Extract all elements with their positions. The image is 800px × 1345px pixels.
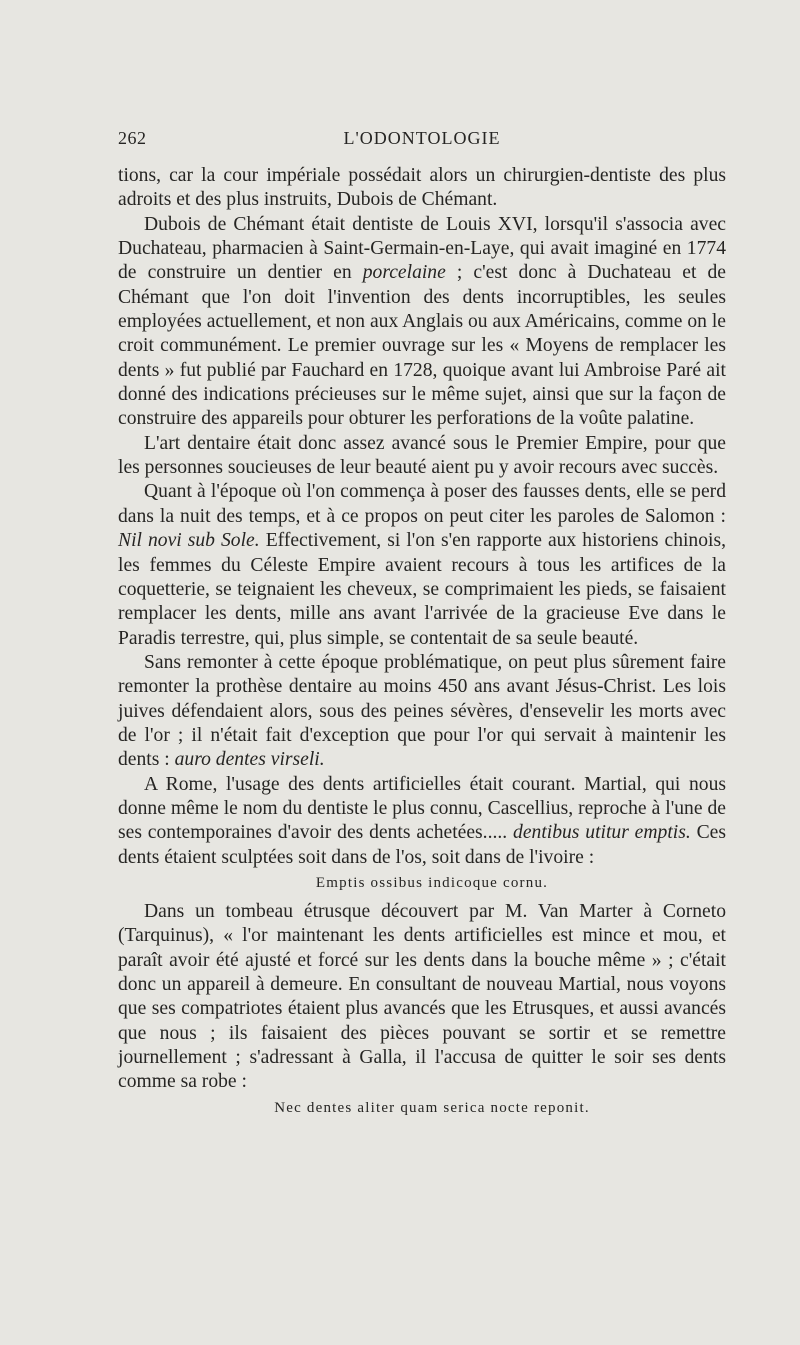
latin-quote-2: Nec dentes aliter quam serica nocte reponit. xyxy=(274,1099,590,1116)
paragraph-5-text-a: Sans remonter à cette époque problématique, on peut plus sûrement faire remonter la prothèse dentaire au moins 450 ans avant Jésus-Christ. Les lois juives défendaient alors, sous des peines sévères, d'ensevelir les morts avec de l'or ; il n'était fait d'exception que pour l'or qui servait à maintenir les dents : xyxy=(118,651,726,771)
paragraph-6 xyxy=(118,773,726,870)
paragraph-2 xyxy=(118,213,726,432)
paragraph-3-text: L'art dentaire était donc assez avancé sous le Premier Empire, pour que les personnes soucieuses de leur beauté aient pu y avoir recours avec succès. xyxy=(118,432,726,479)
page-number: 262 xyxy=(118,128,147,148)
paragraph-5 xyxy=(118,651,726,773)
paragraph-2-text-b: ; c'est donc à Duchateau et de Chémant que l'on doit l'invention des dents incorruptibles, les seules employées actuellement, et non aux Anglais ou aux Américains, comme on le croit communément. Le premier ouvrage sur les « Moyens de remplacer les dents » fut publié par Fauchard en 1728, quoique avant lui Ambroise Paré ait donné des indications précieuses sur le même sujet, ainsi que sur la façon de construire des appareils pour obturer les perforations de la voûte palatine. xyxy=(118,262,726,430)
paragraph-6-text-b: Ces dents étaient sculptées soit dans de l'os, soit dans de l'ivoire : xyxy=(118,822,726,868)
page-header xyxy=(118,128,726,158)
paragraph-1-text: tions, car la cour impériale possédait alors un chirurgien-dentiste des plus adroits et des plus instruits, Dubois de Chémant. xyxy=(118,165,726,211)
paragraph-4-text-b: Effectivement, si l'on s'en rapporte aux historiens chinois, les femmes du Céleste Empire avaient recours à tous les artifices de la coquetterie, se teignaient les cheveux, se comprimaient les pieds, se faisaient remplacer les dents, mille ans avant l'arrivée de la gracieuse Eve dans le Paradis terrestre, qui, plus simple, se contentait de sa seule beauté. xyxy=(118,530,726,649)
paragraph-6-text-a: A Rome, l'usage des dents artificielles était courant. Martial, qui nous donne même le nom du dentiste le plus connu, Cascellius, reproche à l'une de ses contemporaines d'avoir des dents achetées..... xyxy=(118,773,726,844)
paragraph-1 xyxy=(118,164,726,213)
paragraph-6-italic: dentibus utitur emptis. xyxy=(513,822,691,844)
paragraph-7 xyxy=(118,900,726,1095)
paragraph-7-text: Dans un tombeau étrusque découvert par M. Van Marter à Corneto (Tarquinus), « l'or maintenant les dents artificielles est mince et mou, et paraît avoir été ajusté et forcé sur les dents dans la bouche même » ; c'était donc un appareil à demeure. En consultant de nouveau Martial, nous voyons que ses compatriotes étaient plus avancés que les Etrusques, et aussi avancés que nous ; ils faisaient des pièces pouvant se sortir et se remettre journellement ; s'adressant à Galla, il l'accusa de quitter le soir ses dents comme sa robe : xyxy=(118,900,726,1093)
paragraph-5-italic: auro dentes virseli. xyxy=(174,749,325,771)
paragraph-3 xyxy=(118,432,726,481)
paragraph-4-italic: Nil novi sub Sole. xyxy=(118,530,260,552)
running-title: L'ODONTOLOGIE xyxy=(343,128,501,148)
book-page xyxy=(118,128,726,1125)
latin-quote-1: Emptis ossibus indicoque cornu. xyxy=(315,874,549,891)
paragraph-4 xyxy=(118,480,726,650)
paragraph-2-italic: porcelaine xyxy=(362,262,446,284)
paragraph-2-text-a: Dubois de Chémant était dentiste de Louis XVI, lorsqu'il s'associa avec Duchateau, pharmacien à Saint-Germain-en-Laye, qui avait imaginé en 1774 de construire un dentier en xyxy=(118,213,726,284)
paragraph-4-text-a: Quant à l'époque où l'on commença à poser des fausses dents, elle se perd dans la nuit des temps, et à ce propos on peut citer les paroles de Salomon : xyxy=(118,481,726,527)
